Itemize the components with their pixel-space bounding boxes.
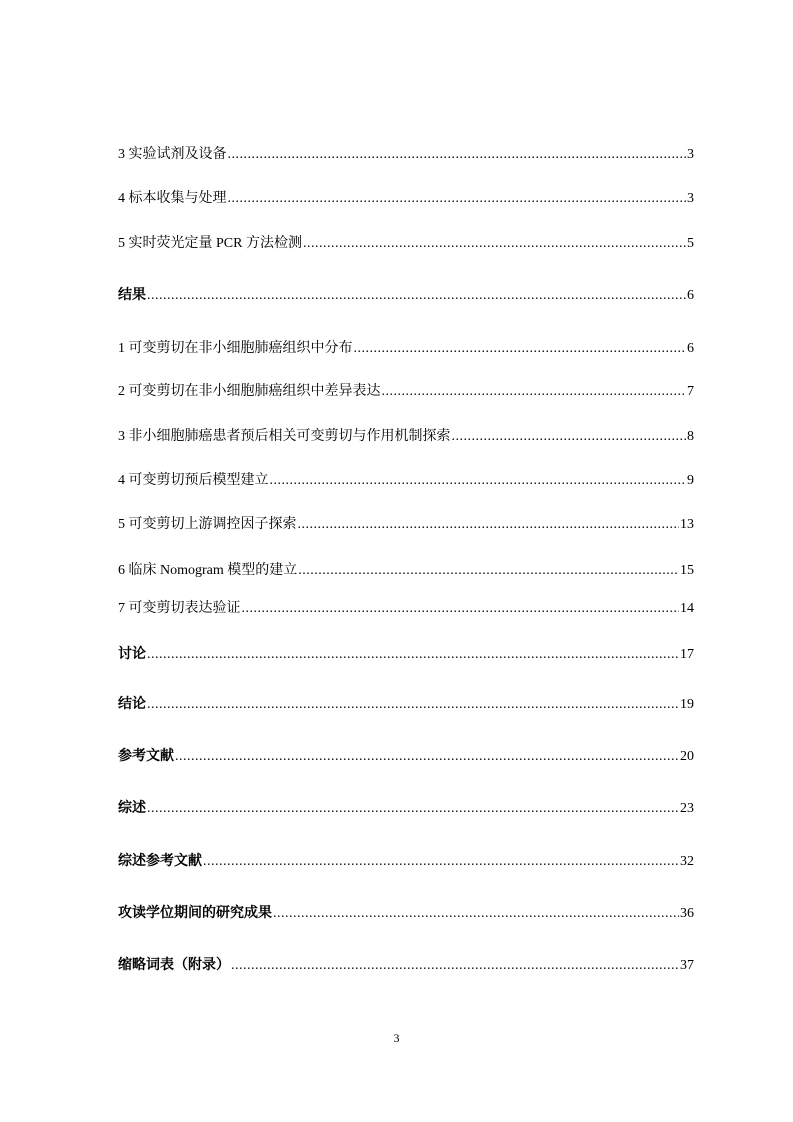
toc-entry-label: 缩略词表（附录） xyxy=(118,958,230,973)
toc-heading-discussion[interactable] xyxy=(118,645,694,665)
toc-entry-label: 1 可变剪切在非小细胞肺癌组织中分布 xyxy=(118,341,353,356)
toc-entry-prognosis-mechanism[interactable] xyxy=(118,427,694,447)
dot-leader xyxy=(242,599,680,619)
toc-heading-review-references[interactable] xyxy=(118,852,694,872)
toc-entry-differential-expression[interactable] xyxy=(118,382,694,402)
dot-leader xyxy=(452,427,687,447)
toc-entry-qpcr-method[interactable] xyxy=(118,234,694,254)
toc-entry-prognostic-model[interactable] xyxy=(118,471,694,491)
toc-entry-page: 6 xyxy=(687,341,694,356)
toc-entry-page: 14 xyxy=(680,601,694,616)
toc-entry-label: 结果 xyxy=(118,288,146,303)
page-number: 3 xyxy=(393,1031,400,1045)
toc-entry-reagents-equipment[interactable] xyxy=(118,145,694,165)
toc-entry-page: 36 xyxy=(680,906,694,921)
toc-entry-page: 20 xyxy=(680,749,694,764)
toc-heading-research-achievements[interactable] xyxy=(118,904,694,924)
dot-leader xyxy=(147,286,686,306)
toc-entry-expression-validation[interactable] xyxy=(118,599,694,619)
dot-leader xyxy=(303,234,686,254)
toc-entry-label: 攻读学位期间的研究成果 xyxy=(118,906,272,921)
dot-leader xyxy=(298,561,679,581)
toc-entry-label: 综述参考文献 xyxy=(118,854,202,869)
toc-entry-label: 讨论 xyxy=(118,647,146,662)
dot-leader xyxy=(147,799,679,819)
toc-entry-upstream-regulators[interactable] xyxy=(118,515,694,535)
dot-leader xyxy=(228,145,687,165)
toc-entry-page: 13 xyxy=(680,517,694,532)
toc-entry-page: 19 xyxy=(680,697,694,712)
toc-entry-label: 2 可变剪切在非小细胞肺癌组织中差异表达 xyxy=(118,384,381,399)
toc-entry-specimen-collection[interactable] xyxy=(118,189,694,209)
toc-entry-label: 7 可变剪切表达验证 xyxy=(118,601,241,616)
toc-entry-label: 3 非小细胞肺癌患者预后相关可变剪切与作用机制探索 xyxy=(118,429,451,444)
toc-entry-page: 8 xyxy=(687,429,694,444)
toc-entry-label: 4 标本收集与处理 xyxy=(118,191,227,206)
dot-leader xyxy=(382,382,687,402)
dot-leader xyxy=(147,645,679,665)
toc-entry-label: 5 可变剪切上游调控因子探索 xyxy=(118,517,297,532)
toc-entry-splicing-distribution[interactable] xyxy=(118,339,694,359)
toc-heading-abbreviations[interactable] xyxy=(118,956,694,976)
toc-heading-review[interactable] xyxy=(118,799,694,819)
toc-entry-page: 23 xyxy=(680,801,694,816)
toc-entry-page: 17 xyxy=(680,647,694,662)
toc-heading-references[interactable] xyxy=(118,747,694,767)
toc-entry-label: 5 实时荧光定量 PCR 方法检测 xyxy=(118,236,302,251)
toc-heading-results[interactable] xyxy=(118,286,694,306)
toc-entry-label: 3 实验试剂及设备 xyxy=(118,147,227,162)
toc-entry-page: 6 xyxy=(687,288,694,303)
dot-leader xyxy=(354,339,687,359)
dot-leader xyxy=(147,695,679,715)
toc-entry-label: 参考文献 xyxy=(118,749,174,764)
dot-leader xyxy=(231,956,679,976)
toc-entry-nomogram-model[interactable] xyxy=(118,561,694,581)
toc-entry-label: 综述 xyxy=(118,801,146,816)
toc-entry-page: 3 xyxy=(687,147,694,162)
toc-entry-label: 6 临床 Nomogram 模型的建立 xyxy=(118,563,298,578)
toc-entry-label: 结论 xyxy=(118,697,146,712)
toc-entry-page: 32 xyxy=(680,854,694,869)
dot-leader xyxy=(203,852,679,872)
dot-leader xyxy=(273,904,679,924)
dot-leader xyxy=(175,747,679,767)
toc-entry-page: 9 xyxy=(687,473,694,488)
dot-leader xyxy=(270,471,687,491)
toc-entry-label: 4 可变剪切预后模型建立 xyxy=(118,473,269,488)
dot-leader xyxy=(228,189,687,209)
toc-heading-conclusion[interactable] xyxy=(118,695,694,715)
toc-entry-page: 3 xyxy=(687,191,694,206)
toc-entry-page: 5 xyxy=(687,236,694,251)
toc-entry-page: 15 xyxy=(680,563,694,578)
toc-entry-page: 7 xyxy=(687,384,694,399)
dot-leader xyxy=(298,515,680,535)
toc-entry-page: 37 xyxy=(680,958,694,973)
